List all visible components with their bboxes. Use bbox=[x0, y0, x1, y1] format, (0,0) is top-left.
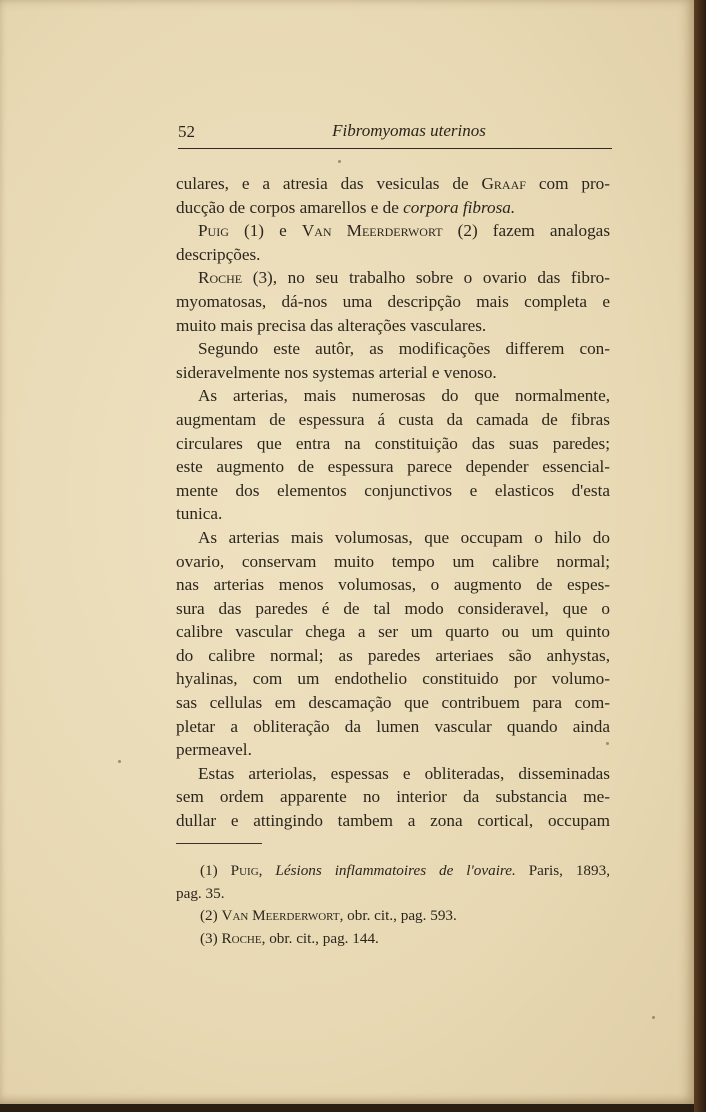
paragraph-line: As arterias mais volumosas, que occupam o hilo do bbox=[198, 527, 610, 547]
footnote-1-continuation: pag. 35. bbox=[176, 884, 225, 902]
paper-speck bbox=[606, 742, 609, 745]
text-line: nas arterias menos volumosas, o augmento de espes- bbox=[176, 575, 610, 595]
text-line: calibre vascular chega a ser um quarto ou um quinto bbox=[176, 622, 610, 642]
text-line: hyalinas, com um endothelio constituido por volumo- bbox=[176, 669, 610, 689]
book-binding-edge bbox=[694, 0, 706, 1112]
text-line: sas cellulas em descamação que contribuem para com- bbox=[176, 693, 610, 713]
text-line: sideravelmente nos systemas arterial e venoso. bbox=[176, 362, 497, 382]
page-number: 52 bbox=[178, 122, 195, 141]
text-line: permeavel. bbox=[176, 740, 252, 760]
text-line: do calibre normal; as paredes arteriaes são anhystas, bbox=[176, 645, 610, 665]
paragraph-line: Roche (3), no seu trabalho sobre o ovario das fibro- bbox=[198, 268, 610, 288]
text-line: myomatosas, dá-nos uma descripção mais completa e bbox=[176, 291, 610, 311]
text-line: ovario, conservam muito tempo um calibre normal; bbox=[176, 551, 610, 571]
paragraph-line: Puig (1) e Van Meerderwort (2) fazem analogas bbox=[198, 221, 611, 241]
footnotes bbox=[176, 860, 610, 950]
paragraph-line: Estas arteriolas, espessas e obliteradas, disseminadas bbox=[198, 763, 610, 783]
text-line: sura das paredes é de tal modo consideravel, que o bbox=[176, 598, 610, 618]
footnote-1: (1) Puig, Lésions inflammatoires de l'ovaire. Paris, 1893, bbox=[200, 862, 611, 879]
text-line: ducção de corpos amarellos e de corpora fibrosa. bbox=[176, 197, 516, 217]
text-line: descripções. bbox=[176, 244, 261, 264]
footnote-2: (2) Van Meerderwort, obr. cit., pag. 593. bbox=[200, 907, 457, 924]
text-line: tunica. bbox=[176, 504, 223, 524]
text-line: muito mais precisa das alterações vasculares. bbox=[176, 315, 487, 335]
paper-speck bbox=[118, 760, 121, 763]
text-line: culares, e a atresia das vesiculas de Graaf com pro- bbox=[176, 174, 610, 193]
text-line: pletar a obliteração da lumen vascular quando ainda bbox=[176, 716, 610, 736]
text-line: este augmento de espessura parece depender essencial- bbox=[176, 457, 610, 477]
page-header bbox=[178, 118, 612, 149]
footnote-divider bbox=[176, 843, 262, 844]
paragraph-line: As arterias, mais numerosas do que normalmente, bbox=[198, 386, 610, 406]
running-title: Fibromyomas uterinos bbox=[332, 121, 486, 140]
paper-speck bbox=[652, 1016, 655, 1019]
text-line: augmentam de espessura á custa da camada de fibras bbox=[176, 409, 610, 429]
text-line: mente dos elementos conjunctivos e elasticos d'esta bbox=[176, 480, 610, 500]
body-text bbox=[176, 172, 610, 833]
text-line: sem ordem apparente no interior da substancia me- bbox=[176, 787, 610, 807]
text-line: dullar e attingindo tambem a zona cortical, occupam bbox=[176, 811, 610, 831]
paper-speck bbox=[338, 160, 341, 163]
paragraph-line: Segundo este autôr, as modificações differem con- bbox=[198, 339, 610, 359]
footnote-3: (3) Roche, obr. cit., pag. 144. bbox=[200, 929, 379, 947]
text-line: circulares que entra na constituição das suas paredes; bbox=[176, 433, 610, 453]
